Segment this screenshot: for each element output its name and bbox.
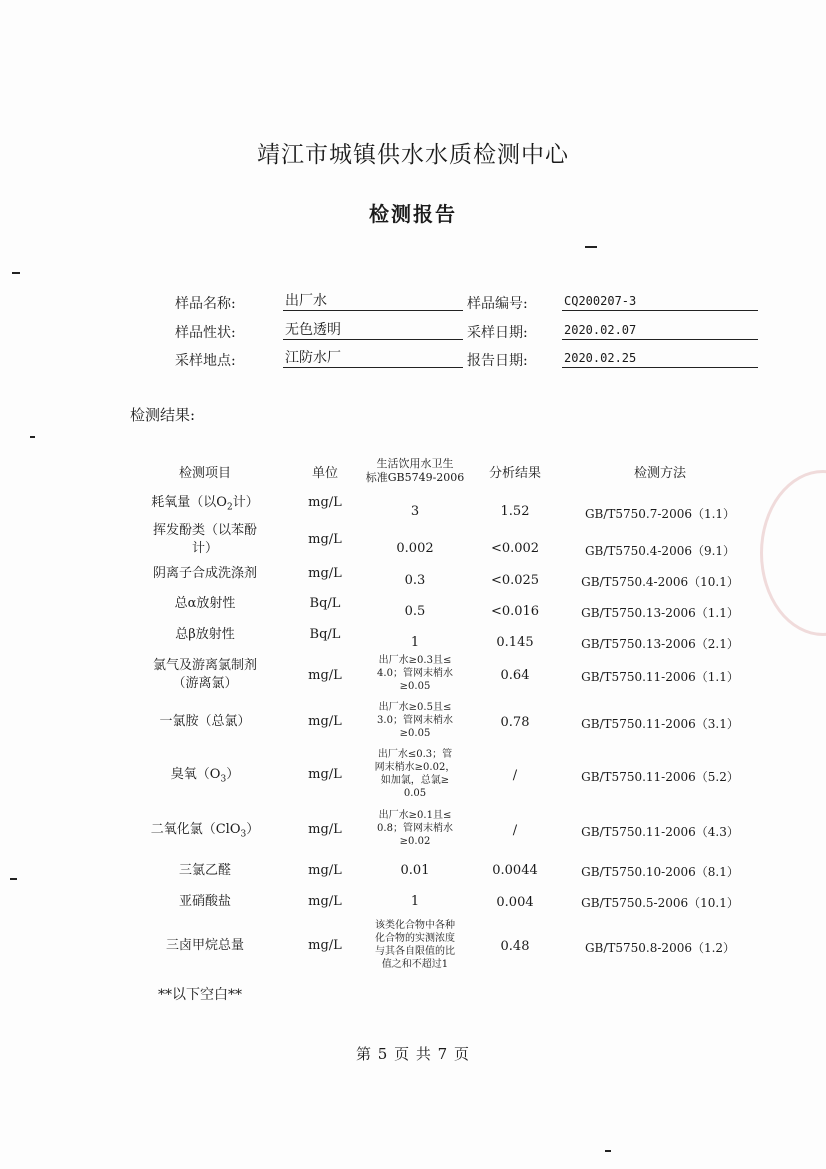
table-row-standard: 1 [410, 894, 420, 909]
sample-name-label: 样品名称: [175, 296, 236, 312]
table-row-standard [355, 748, 475, 800]
header-standard-line2: 标准GB5749-2006 [365, 471, 465, 484]
table-row-item: 阴离子合成洗涤剂 [152, 566, 257, 581]
organization-name: 靖江市城镇供水水质检测中心 [257, 142, 569, 168]
report-date-value: 2020.02.25 [562, 349, 758, 368]
table-row-unit: mg/L [308, 566, 342, 581]
table-row-result: 1.52 [500, 504, 530, 519]
sample-property-label: 样品性状: [175, 325, 236, 341]
table-row-result: / [512, 823, 518, 838]
table-row-item: 三氯乙醛 [178, 863, 231, 878]
table-row-unit: Bq/L [309, 627, 341, 642]
standard-line: ≥0.05 [399, 728, 431, 739]
sampling-date-value: 2020.02.07 [562, 321, 758, 340]
item-text: 臭氧（O [170, 767, 221, 782]
standard-line: 3.0；管网末梢水 [377, 715, 453, 726]
sample-no-label: 样品编号: [467, 296, 528, 312]
header-unit: 单位 [311, 466, 338, 481]
item-subscript: 3 [240, 829, 247, 840]
table-row-method: GB/T5750.7-2006（1.1） [584, 507, 736, 521]
standard-line: 出厂水≥0.3且≤ [378, 655, 452, 666]
standard-line: 0.05 [403, 788, 427, 799]
table-row-standard [355, 919, 475, 971]
table-row-result: <0.025 [490, 573, 540, 588]
faint-stamp-mark [760, 470, 826, 636]
item-text-line2: 计） [191, 541, 218, 556]
table-row-standard [355, 809, 475, 848]
standard-line: 该类化合物中各种 [375, 920, 455, 931]
scan-speck [30, 436, 35, 438]
item-text: 氯气及游离氯制剂 [152, 658, 257, 673]
sample-name-value: 出厂水 [283, 292, 463, 311]
item-subscript: 2 [226, 502, 233, 513]
scan-speck [12, 272, 20, 274]
standard-line: 出厂水≥0.1且≤ [378, 810, 452, 821]
table-row-standard [355, 701, 475, 740]
table-row-method: GB/T5750.11-2006（5.2） [581, 770, 739, 784]
table-row-result: 0.48 [500, 939, 530, 954]
table-row-method: GB/T5750.11-2006（1.1） [581, 670, 739, 684]
scan-speck [605, 1150, 611, 1152]
standard-line: 化合物的实测浓度 [375, 933, 455, 944]
table-row-method: GB/T5750.11-2006（4.3） [581, 825, 739, 839]
results-section-label: 检测结果: [130, 406, 196, 424]
scan-speck [10, 878, 17, 880]
table-row-method: GB/T5750.10-2006（8.1） [581, 865, 739, 879]
table-row-unit: Bq/L [309, 596, 341, 611]
table-row-item: 亚硝酸盐 [178, 894, 231, 909]
table-row-item [120, 657, 290, 693]
table-row-unit: mg/L [308, 532, 342, 547]
item-text-tail: ） [226, 767, 240, 782]
standard-line: 如加氯，总氯≥ [380, 775, 450, 786]
table-row-unit: mg/L [308, 767, 342, 782]
standard-line: 出厂水≤0.3；管 [377, 749, 453, 760]
table-row-item [130, 821, 280, 844]
table-row-item: 总β放射性 [175, 627, 235, 642]
table-row-method: GB/T5750.11-2006（3.1） [581, 717, 739, 731]
item-text: 挥发酚类（以苯酚 [152, 523, 257, 538]
item-subscript: 3 [220, 774, 227, 785]
sample-no-value: CQ200207-3 [562, 292, 758, 311]
table-row-result: <0.016 [490, 604, 540, 619]
report-date-label: 报告日期: [467, 353, 528, 369]
item-text: 耗氧量（以O [151, 495, 227, 510]
table-row-result: 0.78 [500, 715, 530, 730]
item-text-tail: 计） [232, 495, 259, 510]
sample-property-value: 无色透明 [283, 321, 463, 340]
table-row-result: / [512, 768, 518, 783]
table-row-unit: mg/L [308, 894, 342, 909]
table-row-item [130, 522, 280, 558]
item-text: 二氧化氯（ClO [150, 822, 241, 837]
table-row-method: GB/T5750.5-2006（10.1） [581, 896, 739, 910]
table-row-standard: 0.3 [404, 573, 426, 588]
table-row-item: 总α放射性 [174, 596, 236, 611]
table-row-standard: 3 [410, 504, 420, 519]
table-row-item [130, 766, 280, 789]
standard-line: ≥0.05 [399, 681, 431, 692]
table-row-unit: mg/L [308, 668, 342, 683]
table-row-method: GB/T5750.13-2006（1.1） [581, 606, 739, 620]
table-row-standard [355, 654, 475, 693]
table-row-method: GB/T5750.4-2006（10.1） [581, 575, 739, 589]
table-row-standard: 0.002 [396, 541, 434, 556]
table-row-item: 一氯胺（总氯） [159, 714, 251, 729]
table-row-result: 0.64 [500, 668, 530, 683]
table-row-method: GB/T5750.8-2006（1.2） [584, 941, 736, 955]
standard-line: 0.8；管网末梢水 [377, 823, 453, 834]
table-row-unit: mg/L [308, 714, 342, 729]
header-result: 分析结果 [488, 466, 541, 481]
sampling-site-label: 采样地点: [175, 353, 236, 369]
table-row-method: GB/T5750.13-2006（2.1） [581, 637, 739, 651]
standard-line: 出厂水≥0.5且≤ [378, 702, 452, 713]
standard-line: ≥0.02 [399, 836, 431, 847]
standard-line: 网末梢水≥0.02， [374, 762, 456, 773]
table-row-standard: 0.01 [400, 863, 430, 878]
table-row-standard: 0.5 [404, 604, 426, 619]
sampling-site-value: 江防水厂 [283, 349, 463, 368]
scan-speck [585, 246, 597, 248]
table-row-result: <0.002 [490, 541, 540, 556]
header-standard [355, 457, 475, 485]
table-row-result: 0.145 [496, 635, 534, 650]
page-number: 第 5 页 共 7 页 [356, 1045, 470, 1063]
standard-line: 4.0；管网末梢水 [377, 668, 453, 679]
end-of-table-note: **以下空白** [158, 987, 242, 1003]
item-text-tail: ） [246, 822, 260, 837]
standard-line: 与其各自限值的比 [375, 946, 455, 957]
table-row-item [130, 494, 280, 517]
item-text-line2: （游离氯） [172, 676, 238, 691]
table-row-method: GB/T5750.4-2006（9.1） [584, 544, 736, 558]
table-row-standard: 1 [410, 635, 420, 650]
standard-line: 值之和不超过1 [381, 959, 449, 970]
table-row-item: 三卤甲烷总量 [165, 938, 244, 953]
table-row-result: 0.004 [496, 895, 534, 910]
table-row-result: 0.0044 [492, 863, 538, 878]
table-row-unit: mg/L [308, 822, 342, 837]
table-row-unit: mg/L [308, 495, 342, 510]
header-method: 检测方法 [633, 466, 686, 481]
sampling-date-label: 采样日期: [467, 325, 528, 341]
table-row-unit: mg/L [308, 938, 342, 953]
report-title: 检测报告 [369, 202, 457, 226]
header-standard-line1: 生活饮用水卫生 [376, 457, 454, 470]
header-item: 检测项目 [178, 466, 231, 481]
table-row-unit: mg/L [308, 863, 342, 878]
